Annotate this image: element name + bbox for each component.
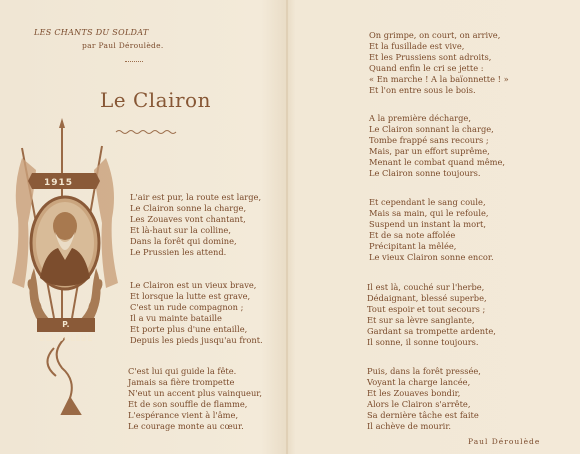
verse-line: « En marche ! A la baïonnette ! » <box>369 74 509 84</box>
verse-line: Le vieux Clairon sonne encor. <box>369 252 494 262</box>
verse-line: Le Prussien les attend. <box>130 247 227 257</box>
stanza-left-2 <box>130 280 263 346</box>
verse-line: Le Clairon sonne la charge, <box>130 203 247 213</box>
verse-line: Et de sa note affolée <box>369 230 456 240</box>
stanza-right-1 <box>369 30 509 96</box>
verse-line: Suspend un instant la mort, <box>369 219 487 229</box>
verse-line: L'espérance vient à l'âme, <box>128 410 239 420</box>
verse-line: Dans la forêt qui domine, <box>130 236 237 246</box>
verse-line: Les Zouaves vont chantant, <box>130 214 246 224</box>
stanza-right-4 <box>367 282 496 348</box>
verse-line: Gardant sa trompette ardente, <box>367 326 496 336</box>
verse-line: N'eut un accent plus vainqueur, <box>128 388 262 398</box>
verse-line: Et porte plus d'une entaille, <box>130 324 248 334</box>
verse-line: Précipitant la mêlée, <box>369 241 457 251</box>
ornament-dash <box>125 61 143 62</box>
author-signature: Paul Déroulède <box>468 437 541 446</box>
stanza-left-1 <box>130 192 261 258</box>
verse-line: Le Clairon est un vieux brave, <box>130 280 257 290</box>
bugle-ornament <box>47 338 80 414</box>
pole-tip-center <box>59 118 65 128</box>
verse-line: Alors le Clairon s'arrête, <box>367 399 471 409</box>
verse-line: Il achève de mourir. <box>367 421 452 431</box>
poem-title: Le Clairon <box>100 88 211 112</box>
portrait-emblem <box>10 118 125 418</box>
verse-line: Mais sa main, qui le refoule, <box>369 208 489 218</box>
emblem-name-plate: P. DÉROULÈDE <box>37 318 95 332</box>
verse-line: Et lorsque la lutte est grave, <box>130 291 251 301</box>
verse-line: Mais, par un effort suprême, <box>369 146 490 156</box>
verse-line: Et là-haut sur la colline, <box>130 225 231 235</box>
center-fold <box>286 0 288 454</box>
stanza-right-3 <box>369 197 494 263</box>
verse-line: Puis, dans la forêt pressée, <box>367 366 481 376</box>
emblem-year: 1915 <box>44 178 74 188</box>
verse-line: Il a vu mainte bataille <box>130 313 222 323</box>
verse-line: Sa dernière tâche est faite <box>367 410 479 420</box>
verse-line: On grimpe, on court, on arrive, <box>369 30 501 40</box>
verse-line: Quand enfin le cri se jette : <box>369 63 484 73</box>
verse-line: Le courage monte au cœur. <box>128 421 244 431</box>
verse-line: Et les Zouaves bondir, <box>367 388 461 398</box>
verse-line: Jamais sa fière trompette <box>128 377 235 387</box>
verse-line: Menant le combat quand même, <box>369 157 506 167</box>
verse-line: Tombe frappé sans recours ; <box>369 135 489 145</box>
stanza-left-3 <box>128 366 262 432</box>
verse-line: Depuis les pieds jusqu'au front. <box>130 335 263 345</box>
verse-line: A la première décharge, <box>369 113 471 123</box>
verse-line: Et l'on entre sous le bois. <box>369 85 476 95</box>
verse-line: L'air est pur, la route est large, <box>130 192 262 202</box>
verse-line: Et sur sa lèvre sanglante, <box>367 315 475 325</box>
verse-line: Et de son souffle de flamme, <box>128 399 248 409</box>
verse-line: C'est un rude compagnon ; <box>130 302 244 312</box>
verse-line: Dédaignant, blessé superbe, <box>367 293 487 303</box>
verse-line: Le Clairon sonnant la charge, <box>369 124 494 134</box>
verse-line: Et cependant le sang coule, <box>369 197 486 207</box>
verse-line: C'est lui qui guide la fête. <box>128 366 237 376</box>
verse-line: Tout espoir et tout secours ; <box>367 304 486 314</box>
series-title: LES CHANTS DU SOLDAT <box>34 28 149 37</box>
verse-line: Le Clairon sonne toujours. <box>369 168 481 178</box>
verse-line: Il est là, couché sur l'herbe, <box>367 282 485 292</box>
author-line: par Paul Déroulède. <box>82 41 164 50</box>
verse-line: Il sonne, il sonne toujours. <box>367 337 479 347</box>
stanza-right-2 <box>369 113 505 179</box>
verse-line: Et la fusillade est vive, <box>369 41 465 51</box>
stanza-right-5 <box>367 366 481 432</box>
verse-line: Et les Prussiens sont adroits, <box>369 52 492 62</box>
verse-line: Voyant la charge lancée, <box>367 377 471 387</box>
